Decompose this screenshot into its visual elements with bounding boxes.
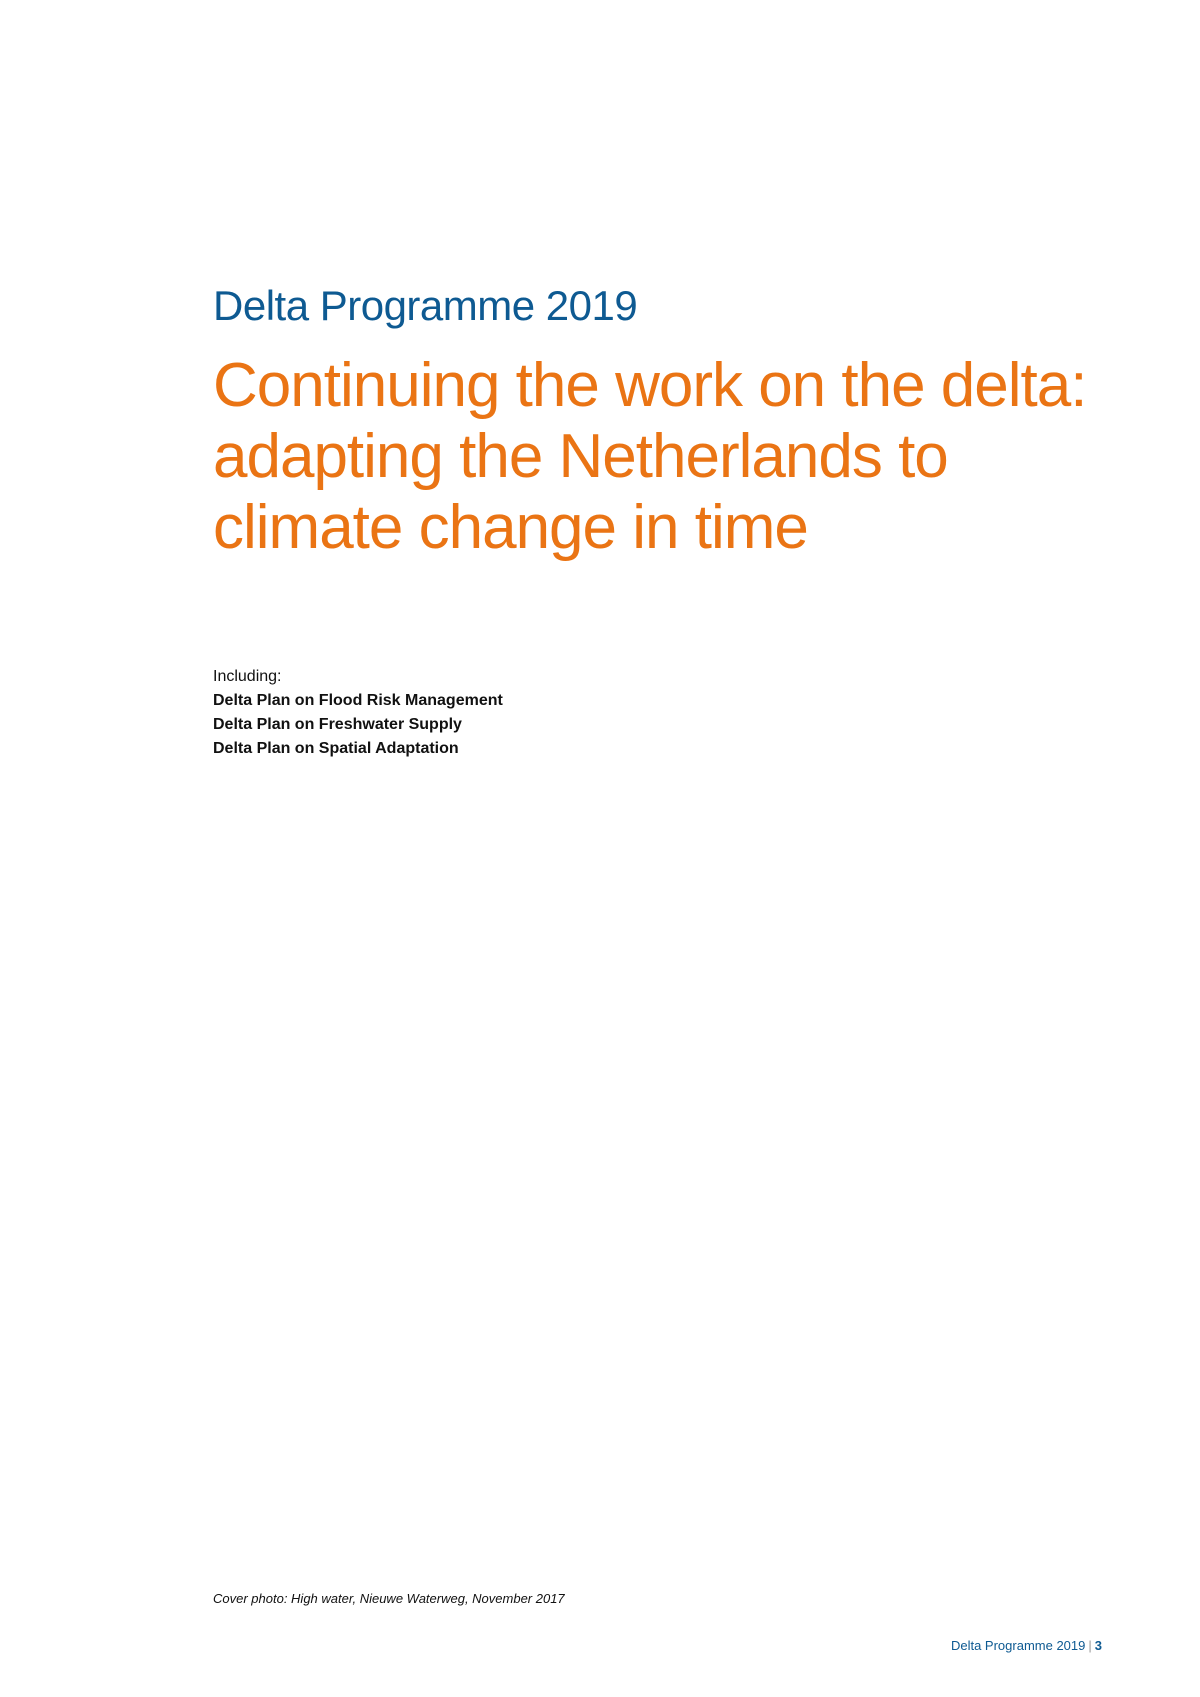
main-title xyxy=(213,350,1113,563)
included-plans-list xyxy=(213,665,503,761)
including-label: Including: xyxy=(213,668,282,685)
main-title-line-3: climate change in time xyxy=(213,493,808,562)
main-title-line-2: adapting the Netherlands to xyxy=(213,422,948,491)
plan-item-flood-risk: Delta Plan on Flood Risk Management xyxy=(213,692,503,709)
page-footer xyxy=(951,1637,1102,1655)
page-number: 3 xyxy=(1094,1638,1102,1653)
plan-item-freshwater: Delta Plan on Freshwater Supply xyxy=(213,716,462,733)
footer-separator: | xyxy=(1088,1638,1092,1653)
cover-photo-credit: Cover photo: High water, Nieuwe Waterweg, November 2017 xyxy=(213,1591,565,1606)
series-title: Delta Programme 2019 xyxy=(213,282,638,329)
main-title-line-1: Continuing the work on the delta: xyxy=(213,351,1087,420)
footer-running-title: Delta Programme 2019 xyxy=(950,1638,1086,1653)
plan-item-spatial-adaptation: Delta Plan on Spatial Adaptation xyxy=(213,740,459,757)
